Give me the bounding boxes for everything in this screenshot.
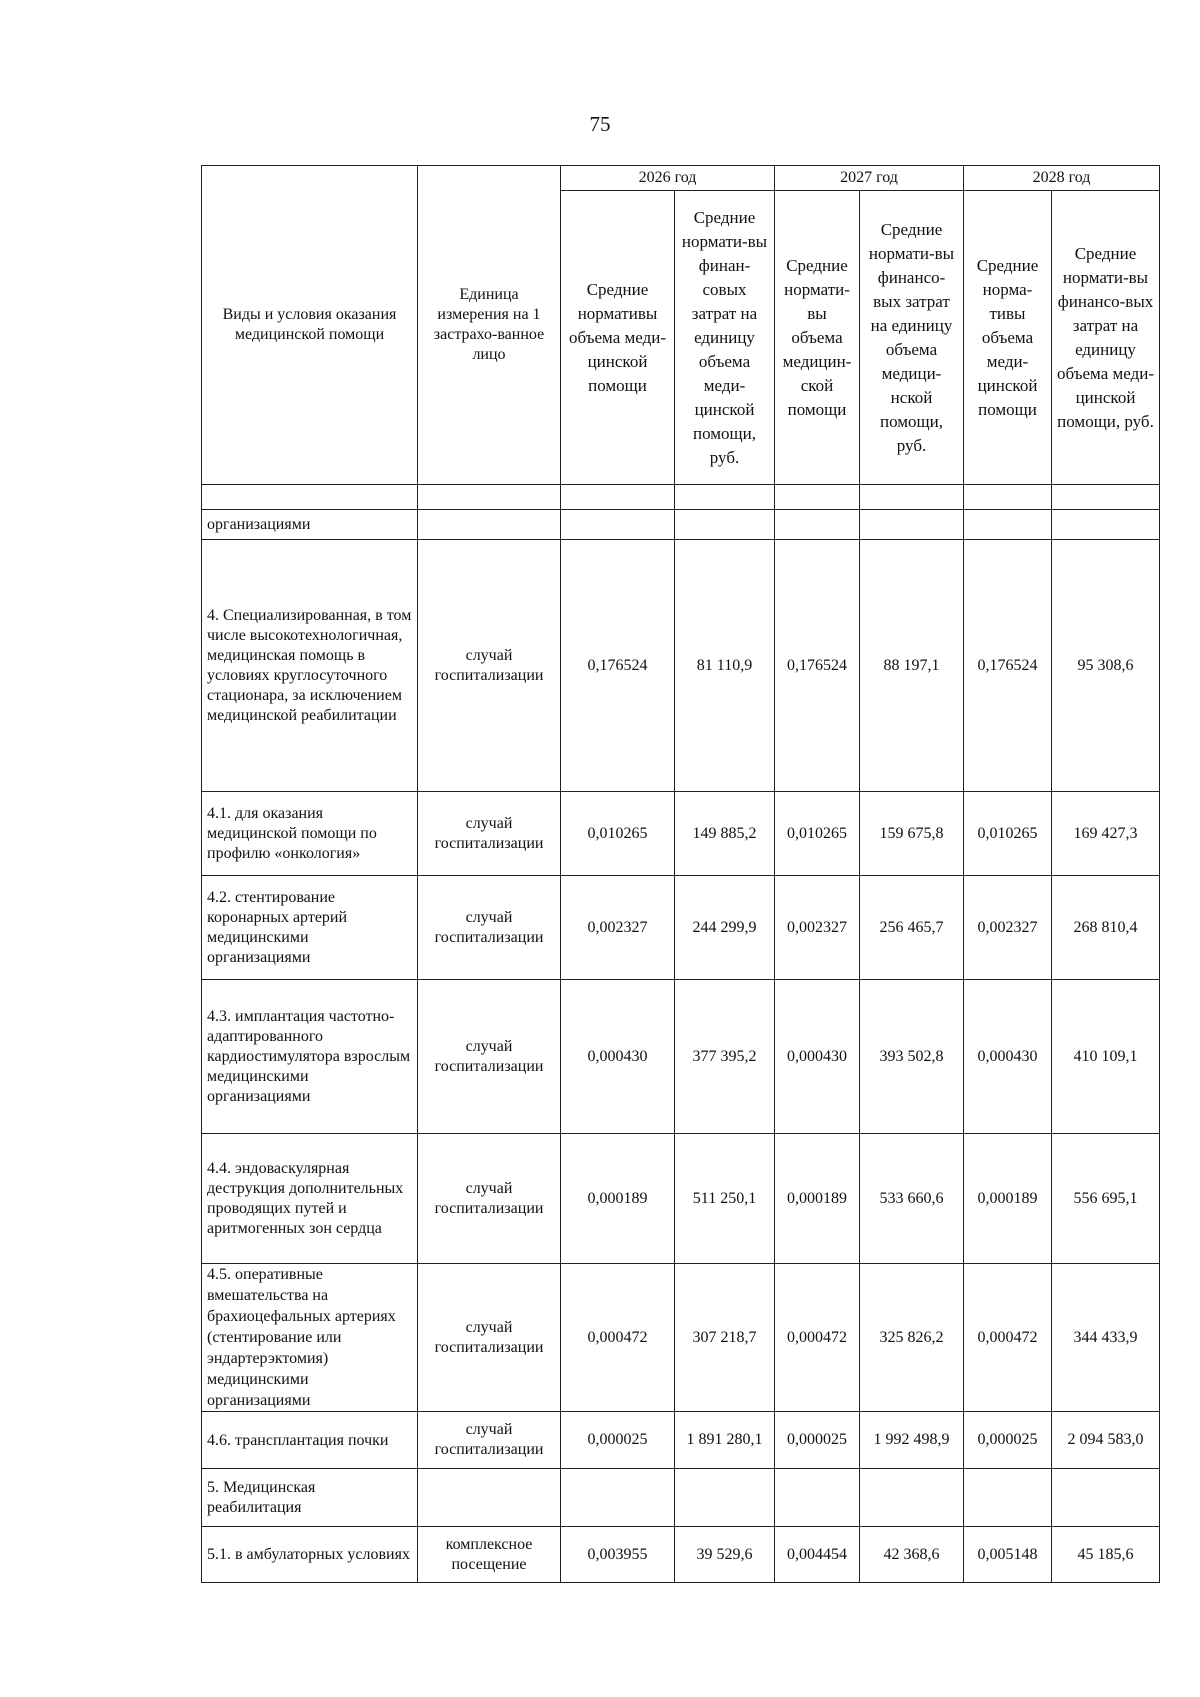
value-cost-2028: 268 810,4: [1052, 876, 1160, 980]
row-unit: [418, 1469, 561, 1527]
row-name: 4.3. имплантация частотно-адаптированного кардиостимулятора взрослым медицинскими организациями: [202, 980, 418, 1134]
value-volume-2028: [964, 510, 1052, 540]
table-row: [202, 1264, 1160, 1412]
table-row: [202, 792, 1160, 876]
value-volume-2027: 0,000189: [775, 1134, 860, 1264]
row-unit: комплексное посещение: [418, 1527, 561, 1583]
value-volume-2027: [775, 510, 860, 540]
value-volume-2026: 0,002327: [561, 876, 675, 980]
row-name: организациями: [202, 510, 418, 540]
value-volume-2028: 0,000430: [964, 980, 1052, 1134]
value-cost-2026: 39 529,6: [675, 1527, 775, 1583]
blank-row: [202, 485, 1160, 510]
value-cost-2026: [675, 1469, 775, 1527]
value-volume-2028: 0,002327: [964, 876, 1052, 980]
value-volume-2026: 0,003955: [561, 1527, 675, 1583]
row-name: 5.1. в амбулаторных условиях: [202, 1527, 418, 1583]
value-volume-2028: 0,000472: [964, 1264, 1052, 1412]
row-name: 5. Медицинская реабилитация: [202, 1469, 418, 1527]
norms-table: [201, 165, 1160, 1583]
value-cost-2028: 410 109,1: [1052, 980, 1160, 1134]
header-cost-2027: Средние нормати-вы финансо-вых затрат на единицу объема медици-нской помощи, руб.: [860, 191, 964, 485]
value-volume-2028: 0,005148: [964, 1527, 1052, 1583]
row-unit: случай госпитализации: [418, 792, 561, 876]
value-cost-2027: 533 660,6: [860, 1134, 964, 1264]
value-volume-2027: 0,000025: [775, 1412, 860, 1469]
value-cost-2028: 344 433,9: [1052, 1264, 1160, 1412]
value-volume-2026: [561, 510, 675, 540]
value-cost-2028: 556 695,1: [1052, 1134, 1160, 1264]
row-unit: случай госпитализации: [418, 1412, 561, 1469]
value-cost-2027: 325 826,2: [860, 1264, 964, 1412]
value-volume-2027: 0,002327: [775, 876, 860, 980]
value-cost-2027: [860, 510, 964, 540]
value-cost-2027: [860, 1469, 964, 1527]
value-cost-2027: 256 465,7: [860, 876, 964, 980]
value-volume-2028: 0,000025: [964, 1412, 1052, 1469]
value-cost-2027: 159 675,8: [860, 792, 964, 876]
value-volume-2028: 0,010265: [964, 792, 1052, 876]
table-row: [202, 1412, 1160, 1469]
value-cost-2027: 393 502,8: [860, 980, 964, 1134]
header-year-2026: 2026 год: [561, 166, 775, 191]
row-unit: случай госпитализации: [418, 1134, 561, 1264]
value-cost-2026: 1 891 280,1: [675, 1412, 775, 1469]
row-unit: случай госпитализации: [418, 1264, 561, 1412]
table-row: [202, 510, 1160, 540]
row-name: 4.6. трансплантация почки: [202, 1412, 418, 1469]
value-cost-2026: 377 395,2: [675, 980, 775, 1134]
table-row: [202, 1134, 1160, 1264]
value-cost-2027: 1 992 498,9: [860, 1412, 964, 1469]
header-volume-2028: Средние норма-тивы объема меди-цинской помощи: [964, 191, 1052, 485]
header-volume-2026: Средние нормативы объема меди-цинской помощи: [561, 191, 675, 485]
value-volume-2026: 0,000025: [561, 1412, 675, 1469]
row-name: 4.4. эндоваскулярная деструкция дополнительных проводящих путей и аритмогенных зон сердца: [202, 1134, 418, 1264]
table-row: [202, 1527, 1160, 1583]
value-volume-2026: 0,000430: [561, 980, 675, 1134]
value-volume-2027: 0,000472: [775, 1264, 860, 1412]
value-cost-2028: 95 308,6: [1052, 540, 1160, 792]
row-unit: случай госпитализации: [418, 540, 561, 792]
header-volume-2027: Средние нормати-вы объема медицин-ской помощи: [775, 191, 860, 485]
row-name: 4.1. для оказания медицинской помощи по профилю «онкология»: [202, 792, 418, 876]
header-unit-cell: Единица измерения на 1 застрахо-ванное лицо: [418, 166, 561, 485]
value-cost-2026: [675, 510, 775, 540]
value-volume-2028: [964, 1469, 1052, 1527]
value-volume-2026: 0,010265: [561, 792, 675, 876]
value-volume-2026: [561, 1469, 675, 1527]
table-row: [202, 980, 1160, 1134]
row-name: 4.2. стентирование коронарных артерий медицинскими организациями: [202, 876, 418, 980]
value-cost-2028: [1052, 510, 1160, 540]
header-cost-2028: Средние нормати-вы финансо-вых затрат на единицу объема меди-цинской помощи, руб.: [1052, 191, 1160, 485]
row-name: 4. Специализированная, в том числе высокотехнологичная, медицинская помощь в условиях круглосуточного стационара, за исключением медицинской реабилитации: [202, 540, 418, 792]
value-cost-2028: [1052, 1469, 1160, 1527]
value-cost-2026: 149 885,2: [675, 792, 775, 876]
header-type-cell: Виды и условия оказания медицинской помощи: [202, 166, 418, 485]
value-cost-2028: 2 094 583,0: [1052, 1412, 1160, 1469]
row-name: 4.5. оперативные вмешательства на брахиоцефальных артериях (стентирование или эндартерэктомия) медицинскими организациями: [202, 1264, 418, 1412]
value-cost-2028: 169 427,3: [1052, 792, 1160, 876]
value-volume-2028: 0,000189: [964, 1134, 1052, 1264]
value-cost-2026: 81 110,9: [675, 540, 775, 792]
value-cost-2026: 244 299,9: [675, 876, 775, 980]
table-row: [202, 1469, 1160, 1527]
value-cost-2027: 88 197,1: [860, 540, 964, 792]
row-unit: [418, 510, 561, 540]
value-cost-2026: 511 250,1: [675, 1134, 775, 1264]
value-volume-2026: 0,000189: [561, 1134, 675, 1264]
value-volume-2026: 0,000472: [561, 1264, 675, 1412]
value-volume-2026: 0,176524: [561, 540, 675, 792]
value-volume-2027: 0,004454: [775, 1527, 860, 1583]
table-row: [202, 540, 1160, 792]
header-year-row: [202, 166, 1160, 191]
table-row: [202, 876, 1160, 980]
row-unit: случай госпитализации: [418, 980, 561, 1134]
value-cost-2027: 42 368,6: [860, 1527, 964, 1583]
value-volume-2027: 0,176524: [775, 540, 860, 792]
value-volume-2027: 0,000430: [775, 980, 860, 1134]
header-year-2027: 2027 год: [775, 166, 964, 191]
value-volume-2028: 0,176524: [964, 540, 1052, 792]
header-cost-2026: Средние нормати-вы финан-совых затрат на единицу объема меди-цинской помощи, руб.: [675, 191, 775, 485]
value-cost-2028: 45 185,6: [1052, 1527, 1160, 1583]
row-unit: случай госпитализации: [418, 876, 561, 980]
value-cost-2026: 307 218,7: [675, 1264, 775, 1412]
value-volume-2027: [775, 1469, 860, 1527]
value-volume-2027: 0,010265: [775, 792, 860, 876]
header-year-2028: 2028 год: [964, 166, 1160, 191]
page-number: 75: [589, 112, 611, 136]
